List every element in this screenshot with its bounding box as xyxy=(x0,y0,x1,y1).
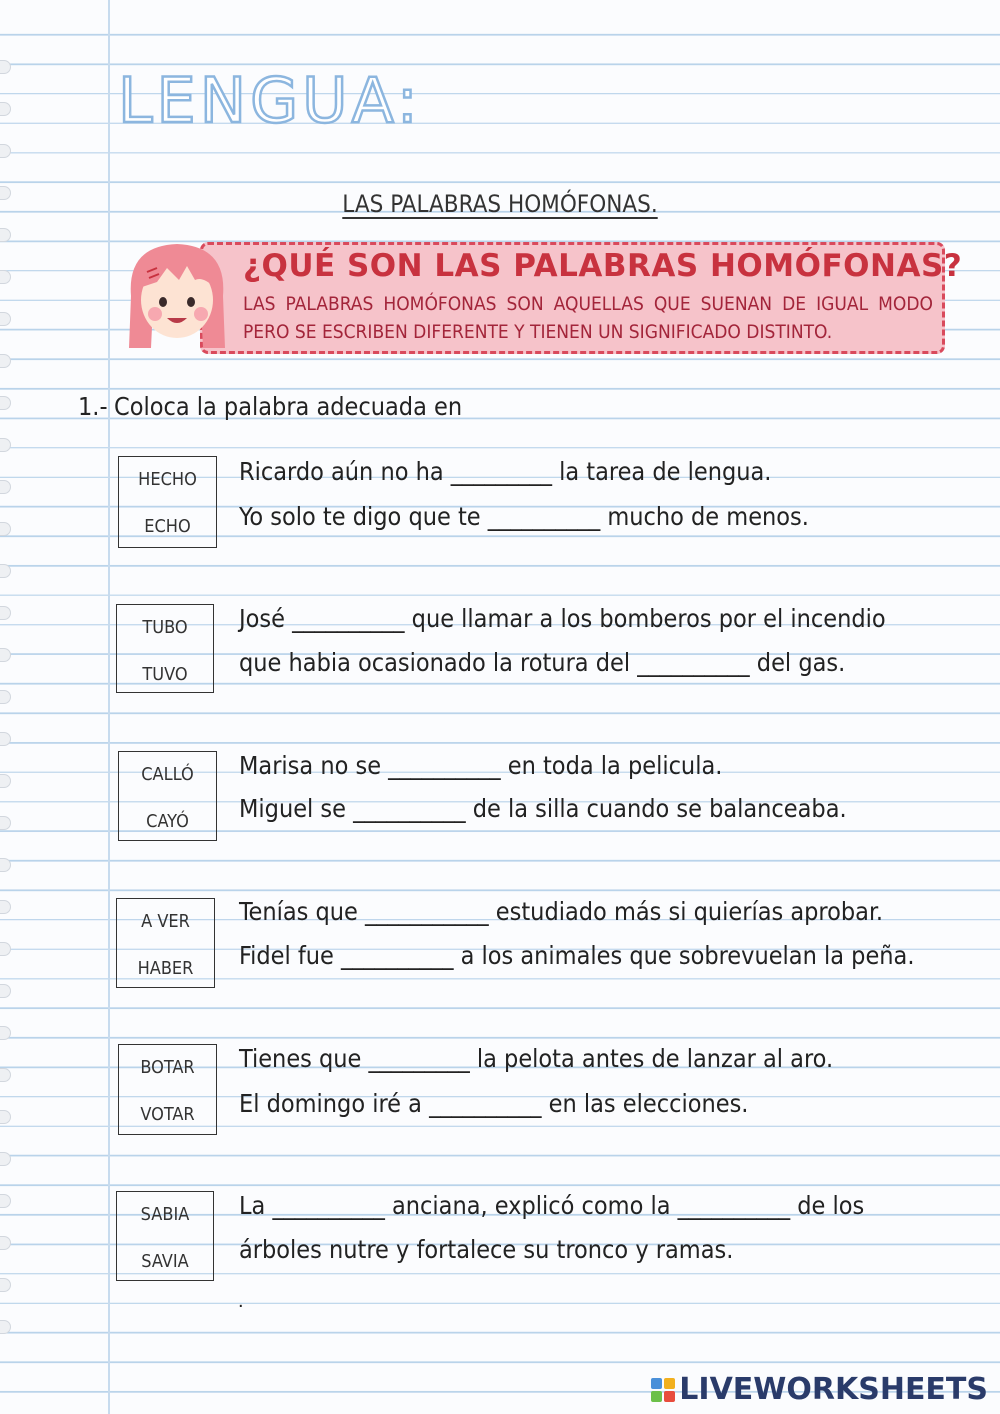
word-choice-box xyxy=(116,1191,214,1281)
sentence-line[interactable]: Tienes que _________ la pelota antes de lanzar al aro. xyxy=(239,1044,834,1073)
word-option: VOTAR xyxy=(140,1104,195,1125)
sentence-line[interactable]: El domingo iré a __________ en las elecciones. xyxy=(239,1089,749,1118)
word-option: TUVO xyxy=(142,664,188,685)
word-option: TUBO xyxy=(142,617,188,638)
liveworksheets-logo-icon xyxy=(651,1378,675,1402)
sentence-line[interactable]: Miguel se __________ de la silla cuando se balanceaba. xyxy=(239,794,847,823)
definition-banner xyxy=(105,236,963,354)
worksheet-subtitle: LAS PALABRAS HOMÓFONAS. xyxy=(342,190,658,218)
word-option: CAYÓ xyxy=(146,811,189,832)
word-option: A VER xyxy=(141,911,190,932)
page-title: LENGUA: xyxy=(118,64,422,137)
word-choice-box xyxy=(118,1044,217,1135)
word-choice-box xyxy=(118,751,217,841)
liveworksheets-brand[interactable] xyxy=(651,1372,988,1407)
word-option: SAVIA xyxy=(141,1251,189,1272)
sentence-line[interactable]: Tenías que ___________ estudiado más si quierías aprobar. xyxy=(239,897,884,926)
word-choice-box xyxy=(116,898,215,988)
sentence-line[interactable]: Ricardo aún no ha _________ la tarea de lengua. xyxy=(239,457,772,486)
trailing-mark: . xyxy=(238,1290,244,1312)
instruction-text: Coloca la palabra adecuada en xyxy=(114,392,463,421)
sentence-line[interactable]: Fidel fue __________ a los animales que sobrevuelan la peña. xyxy=(239,941,915,970)
word-option: ECHO xyxy=(144,516,191,537)
brand-name: LIVEWORKSHEETS xyxy=(679,1372,988,1407)
word-choice-box xyxy=(116,604,214,693)
word-option: CALLÓ xyxy=(141,764,194,785)
sentence-line[interactable]: José __________ que llamar a los bomberos por el incendio xyxy=(239,604,886,633)
exercise-instruction xyxy=(78,392,462,421)
word-option: BOTAR xyxy=(140,1057,195,1078)
sentence-line[interactable]: que habia ocasionado la rotura del __________ del gas. xyxy=(239,648,846,677)
girl-illustration-icon xyxy=(117,236,237,354)
banner-heading: ¿QUÉ SON LAS PALABRAS HOMÓFONAS? xyxy=(243,248,963,284)
sentence-line[interactable]: Marisa no se __________ en toda la pelicula. xyxy=(239,751,723,780)
word-option: HECHO xyxy=(138,469,197,490)
word-option: HABER xyxy=(137,958,194,979)
sentence-line[interactable]: La __________ anciana, explicó como la __________ de los xyxy=(239,1191,865,1220)
exercise-number: 1.- xyxy=(78,392,108,421)
word-choice-box xyxy=(118,456,217,548)
sentence-line[interactable]: Yo solo te digo que te __________ mucho de menos. xyxy=(239,502,809,531)
sentence-line[interactable]: árboles nutre y fortalece su tronco y ramas. xyxy=(239,1235,734,1264)
word-option: SABIA xyxy=(140,1204,190,1225)
banner-definition-text: LAS PALABRAS HOMÓFONAS SON AQUELLAS QUE SUENAN DE IGUAL MODO PERO SE ESCRIBEN DIFERENTE Y TIENEN UN SIGNIFICADO DISTINTO. xyxy=(243,293,933,343)
